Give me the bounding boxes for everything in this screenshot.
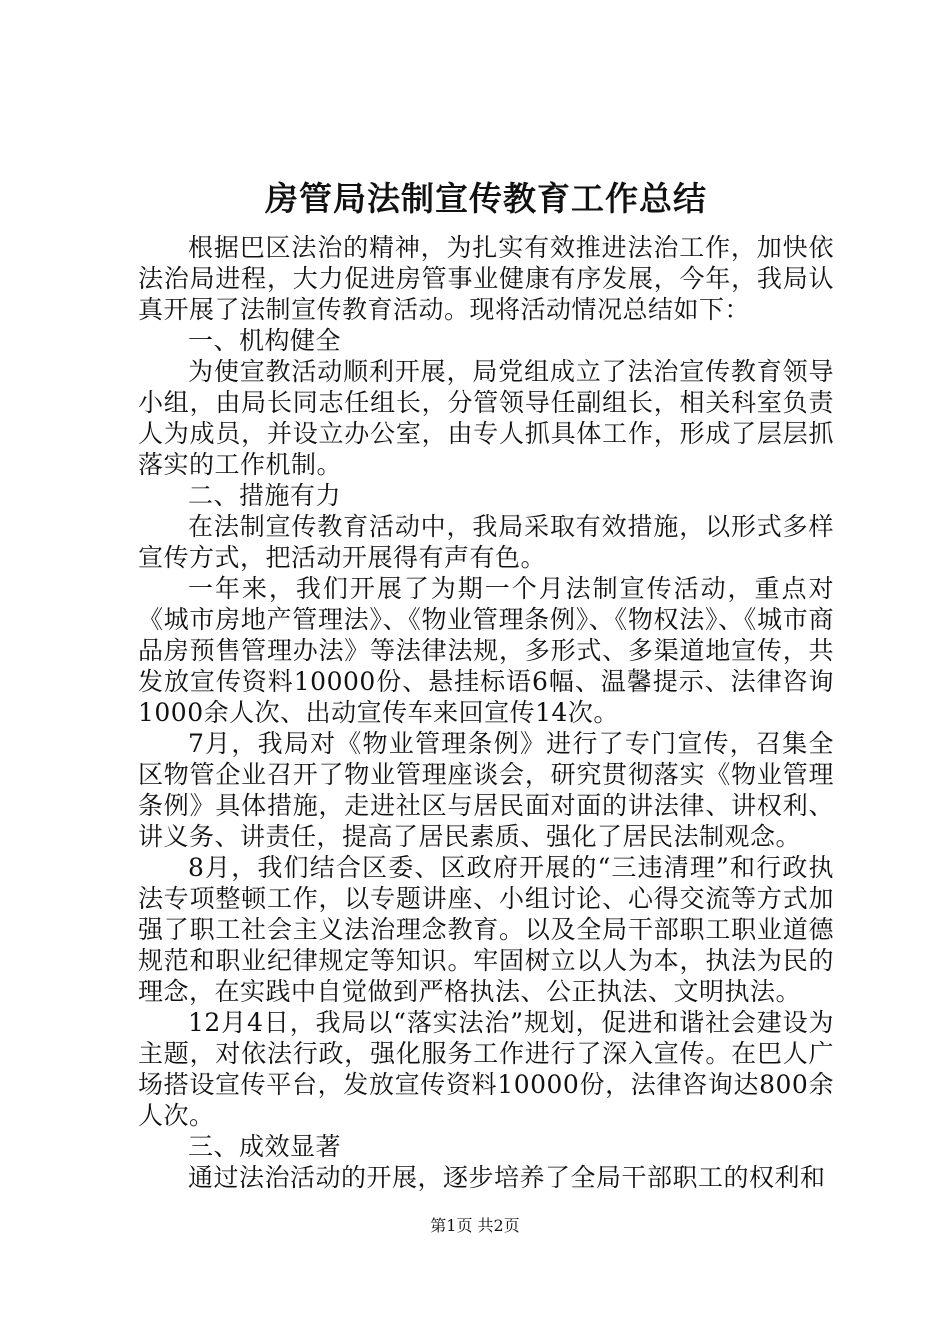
- document-title: 房管局法制宣传教育工作总结: [265, 179, 707, 218]
- paragraph-intro: 根据巴区法治的精神，为扎实有效推进法治工作，加快依法治局进程，大力促进房管事业健康有序发展，今年，我局认真开展了法制宣传教育活动。现将活动情况总结如下：: [138, 233, 834, 324]
- paragraph-organization: 为使宣教活动顺利开展，局党组成立了法治宣传教育领导小组，由局长同志任组长，分管领导任副组长，相关科室负责人为成员，并设立办公室，由专人抓具体工作，形成了层层抓落实的工作机制。: [138, 357, 834, 479]
- section-heading-3: 三、成效显著: [188, 1132, 342, 1161]
- paragraph-july: 7月，我局对《物业管理条例》进行了专门宣传，召集全区物管企业召开了物业管理座谈会，研究贯彻落实《物业管理条例》具体措施，走进社区与居民面对面的讲法律、讲权利、讲义务、讲责任，提高了居民素质、强化了居民法制观念。: [138, 729, 834, 851]
- document-body: [138, 232, 834, 1193]
- section-heading-1: 一、机构健全: [188, 326, 342, 355]
- page-footer: 第1页 共2页: [430, 1216, 520, 1235]
- paragraph-year-activities: 一年来，我们开展了为期一个月法制宣传活动，重点对《城市房地产管理法》、《物业管理条例》、《物权法》、《城市商品房预售管理办法》等法律法规，多形式、多渠道地宣传，共发放宣传资料10000份、悬挂标语6幅、温馨提示、法律咨询1000余人次、出动宣传车来回宣传14次。: [138, 574, 834, 727]
- paragraph-december: 12月4日，我局以“落实法治”规划，促进和谐社会建设为主题，对依法行政，强化服务工作进行了深入宣传。在巴人广场搭设宣传平台，发放宣传资料10000份，法律咨询达800余人次。: [138, 1008, 834, 1130]
- paragraph-measures: 在法制宣传教育活动中，我局采取有效措施，以形式多样宣传方式，把活动开展得有声有色。: [138, 512, 834, 572]
- paragraph-results: 通过法治活动的开展，逐步培养了全局干部职工的权利和: [188, 1163, 826, 1192]
- paragraph-august: 8月，我们结合区委、区政府开展的“三违清理”和行政执法专项整顿工作，以专题讲座、小组讨论、心得交流等方式加强了职工社会主义法治理念教育。以及全局干部职工职业道德规范和职业纪律规定等知识。牢固树立以人为本，执法为民的理念，在实践中自觉做到严格执法、公正执法、文明执法。: [138, 853, 834, 1006]
- document-page: [138, 176, 834, 1193]
- section-heading-2: 二、措施有力: [188, 481, 342, 510]
